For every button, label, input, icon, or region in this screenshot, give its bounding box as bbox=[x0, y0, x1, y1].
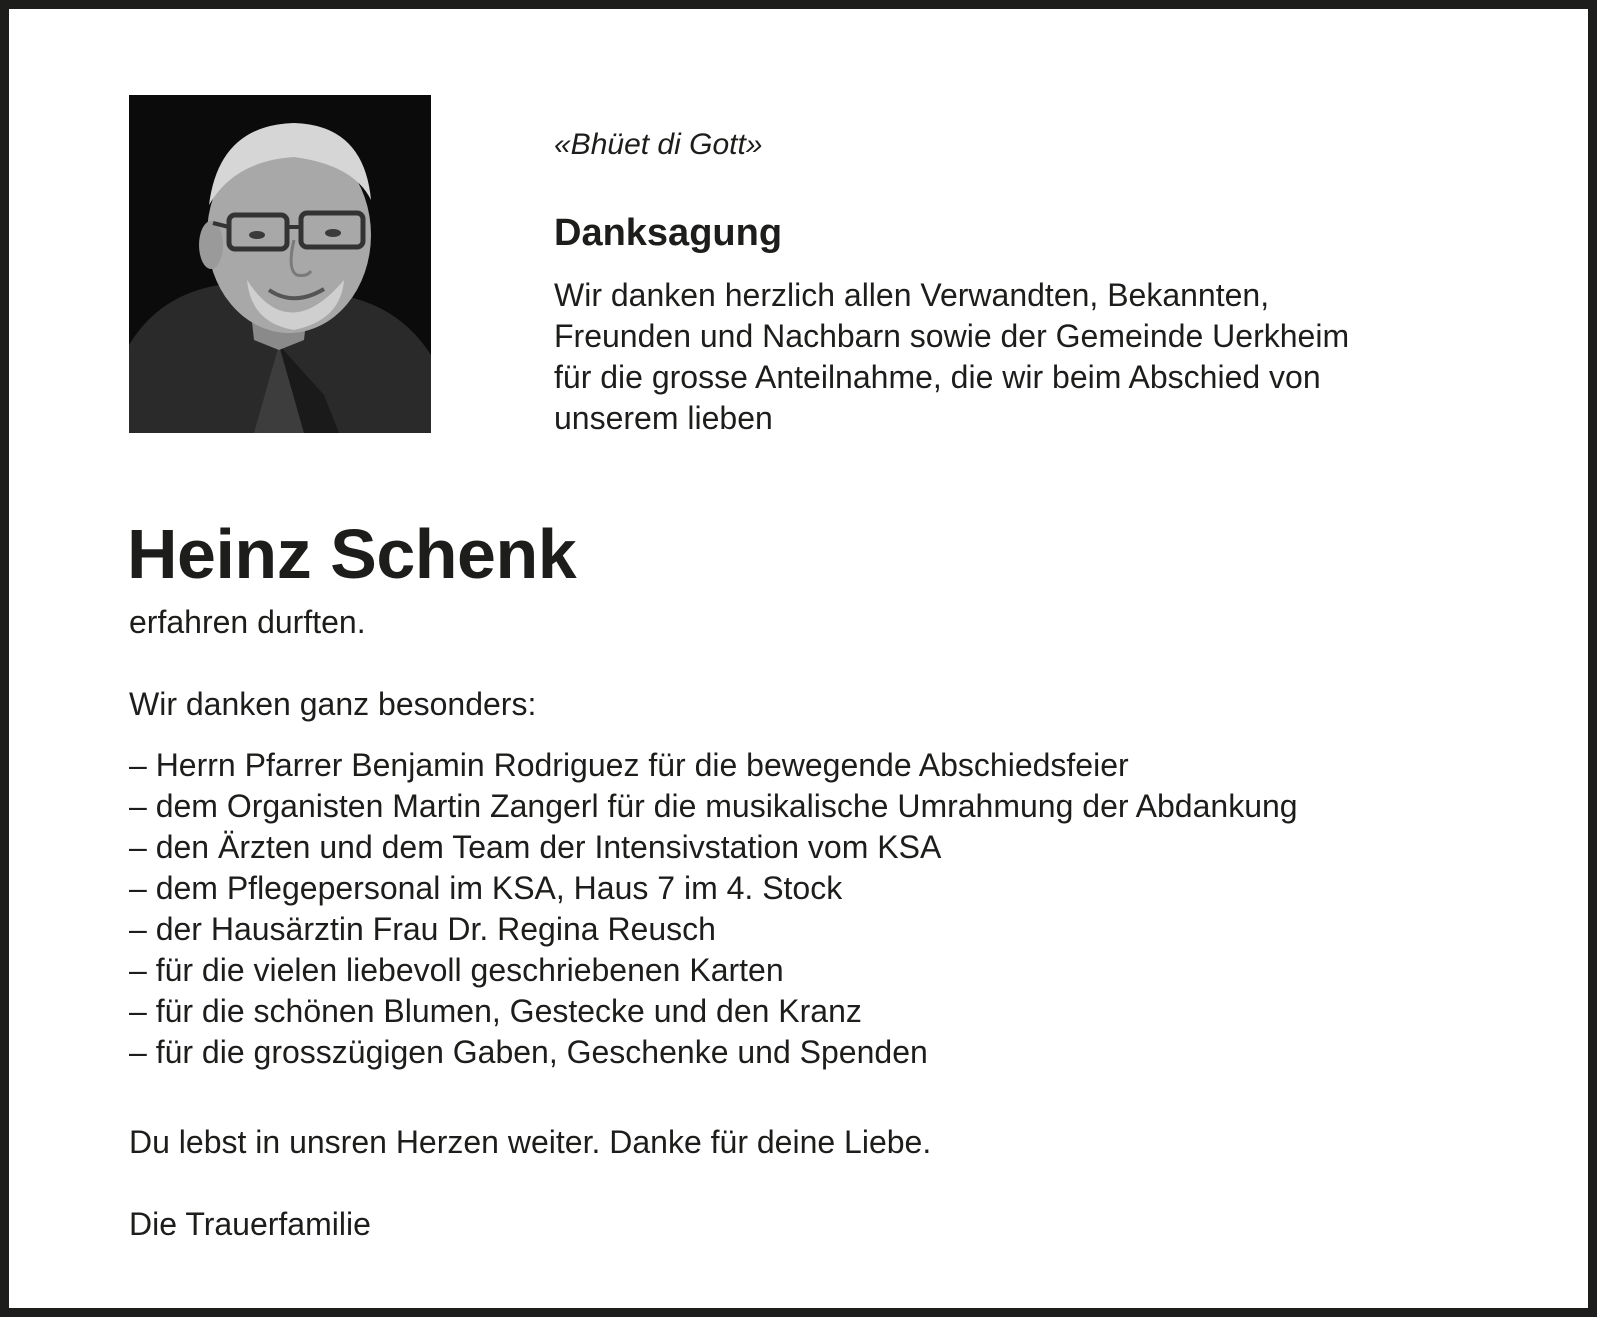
after-name-text: erfahren durften. bbox=[129, 604, 366, 640]
intro-paragraph bbox=[554, 275, 1554, 439]
list-item: – dem Organisten Martin Zangerl für die musikalische Umrahmung der Abdankung bbox=[129, 788, 1298, 824]
intro-line: Wir danken herzlich allen Verwandten, Bekannten, bbox=[554, 277, 1270, 313]
portrait-icon bbox=[129, 95, 431, 433]
motto: «Bhüet di Gott» bbox=[554, 128, 763, 161]
header-block bbox=[554, 127, 1554, 436]
list-item: – der Hausärztin Frau Dr. Regina Reusch bbox=[129, 911, 716, 947]
list-item: – für die vielen liebevoll geschriebenen Karten bbox=[129, 952, 784, 988]
intro-line: unserem lieben bbox=[554, 400, 773, 436]
closing-line: Du lebst in unsren Herzen weiter. Danke für deine Liebe. bbox=[129, 1124, 932, 1160]
list-item: – für die schönen Blumen, Gestecke und den Kranz bbox=[129, 993, 862, 1029]
signature: Die Trauerfamilie bbox=[129, 1206, 371, 1242]
heading-danksagung: Danksagung bbox=[554, 212, 783, 254]
list-item: – dem Pflegepersonal im KSA, Haus 7 im 4. Stock bbox=[129, 870, 843, 906]
special-thanks-intro: Wir danken ganz besonders: bbox=[129, 686, 537, 722]
list-item: – den Ärzten und dem Team der Intensivstation vom KSA bbox=[129, 829, 942, 865]
list-item: – Herrn Pfarrer Benjamin Rodriguez für die bewegende Abschiedsfeier bbox=[129, 747, 1129, 783]
intro-line: Freunden und Nachbarn sowie der Gemeinde Uerkheim bbox=[554, 318, 1350, 354]
thanks-list bbox=[129, 745, 1298, 1073]
list-item: – für die grosszügigen Gaben, Geschenke und Spenden bbox=[129, 1034, 928, 1070]
deceased-name: Heinz Schenk bbox=[127, 515, 577, 593]
portrait-photo bbox=[129, 95, 431, 433]
intro-line: für die grosse Anteilnahme, die wir beim Abschied von bbox=[554, 359, 1321, 395]
